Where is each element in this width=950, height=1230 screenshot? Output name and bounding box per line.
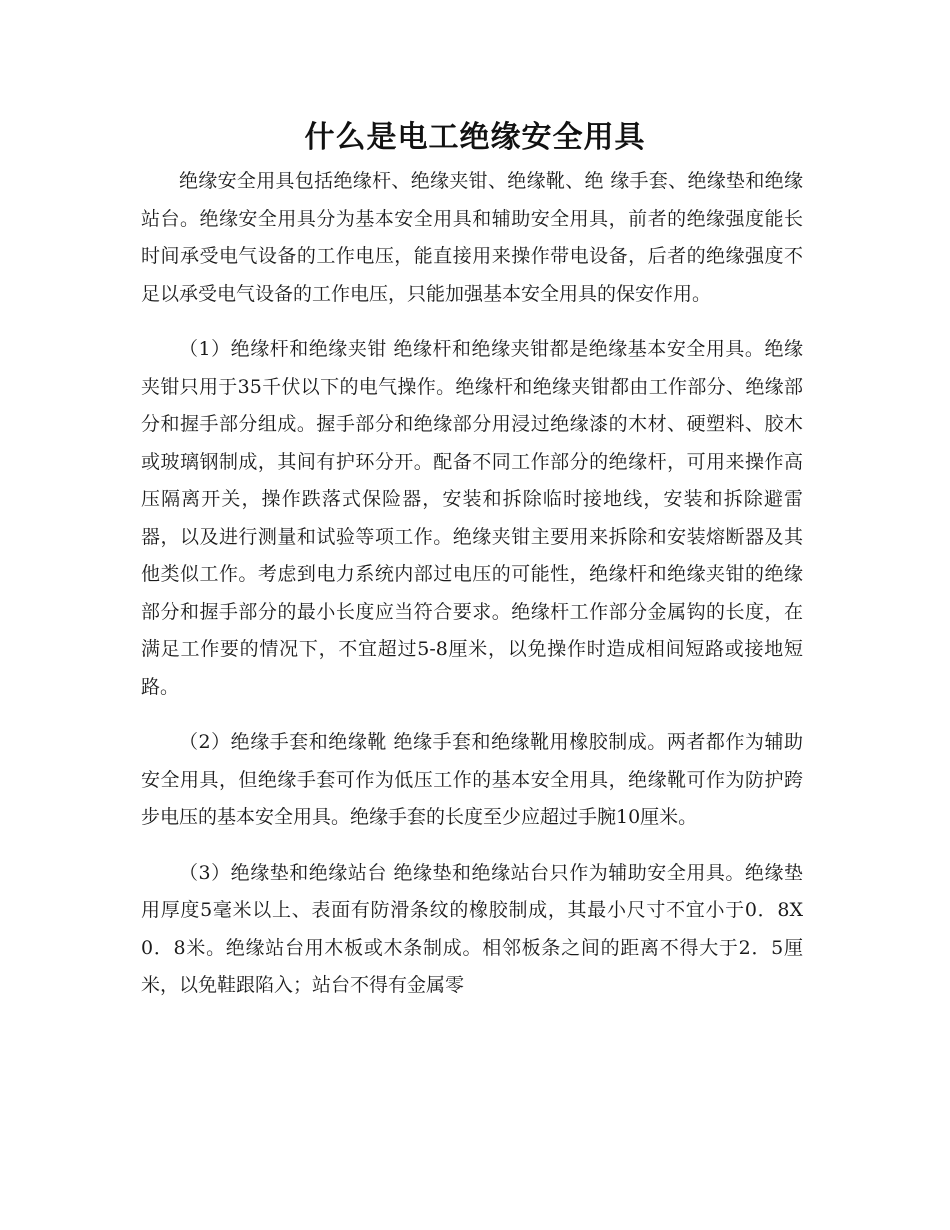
document-title: 什么是电工绝缘安全用具 [304,120,646,155]
document-body [141,163,803,1023]
paragraph-insulating-mat-and-platform: （3）绝缘垫和绝缘站台 绝缘垫和绝缘站台只作为辅助安全用具。绝缘垫用厚度5毫米以上、表面有防滑条纹的橡胶制成，其最小尺寸不宜小于0．8X0．8米。绝缘站台用木板或木条制成。相邻板条之间的距离不得大于2．5厘米，以免鞋跟陷入；站台不得有金属零 [141,861,803,996]
paragraph-insulating-rod-and-clamp: （1）绝缘杆和绝缘夹钳 绝缘杆和绝缘夹钳都是绝缘基本安全用具。绝缘夹钳只用于35千伏以下的电气操作。绝缘杆和绝缘夹钳都由工作部分、绝缘部分和握手部分组成。握手部分和绝缘部分用浸过绝缘漆的木材、硬塑料、胶木或玻璃钢制成，其间有护环分开。配备不同工作部分的绝缘杆，可用来操作高压隔离开关，操作跌落式保险器，安装和拆除临时接地线，安装和拆除避雷器，以及进行测量和试验等项工作。绝缘夹钳主要用来拆除和安装熔断器及其他类似工作。考虑到电力系统内部过电压的可能性，绝缘杆和绝缘夹钳的绝缘部分和握手部分的最小长度应当符合要求。绝缘杆工作部分金属钩的长度，在满足工作要的情况下，不宜超过5-8厘米，以免操作时造成相间短路或接地短路。 [141,338,803,698]
paragraph-insulating-gloves-and-boots: （2）绝缘手套和绝缘靴 绝缘手套和绝缘靴用橡胶制成。两者都作为辅助安全用具，但绝缘手套可作为低压工作的基本安全用具，绝缘靴可作为防护跨步电压的基本安全用具。绝缘手套的长度至少应超过手腕10厘米。 [141,731,803,828]
paragraph-intro: 绝缘安全用具包括绝缘杆、绝缘夹钳、绝缘靴、绝 缘手套、绝缘垫和绝缘站台。绝缘安全用具分为基本安全用具和辅助安全用具，前者的绝缘强度能长时间承受电气设备的工作电压，能直接用来操作带电设备，后者的绝缘强度不足以承受电气设备的工作电压，只能加强基本安全用具的保安作用。 [141,170,803,305]
